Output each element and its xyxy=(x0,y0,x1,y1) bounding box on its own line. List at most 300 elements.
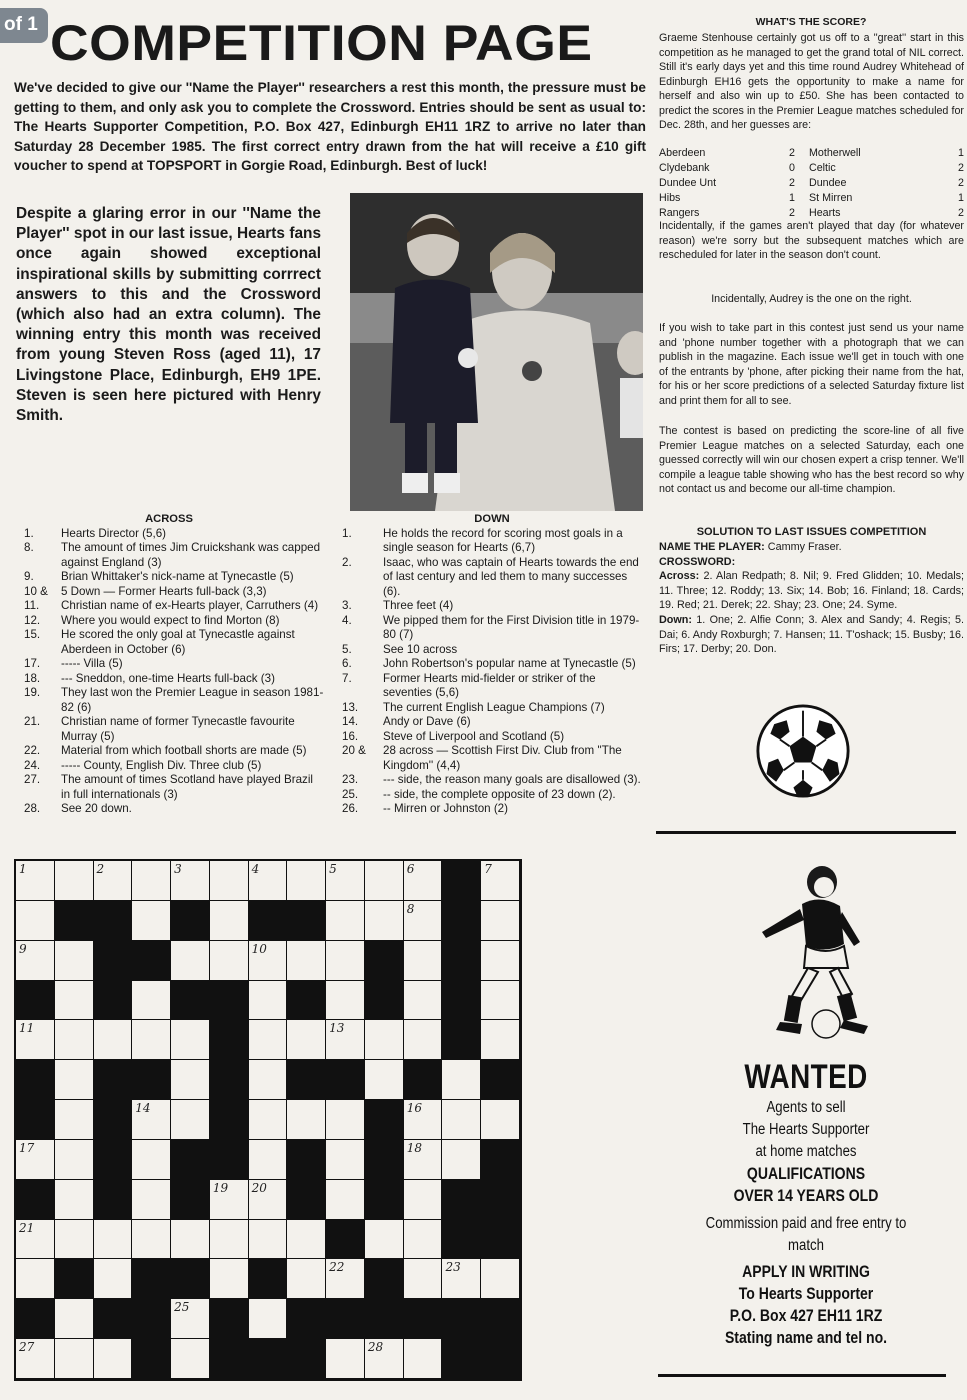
cell-number: 18 xyxy=(406,1140,422,1155)
crossword-block xyxy=(287,1180,326,1220)
guess-as: 1 xyxy=(958,147,964,159)
crossword-block xyxy=(94,1060,133,1100)
crossword-cell[interactable] xyxy=(94,1259,133,1299)
clue-number: 1. xyxy=(342,526,352,540)
crossword-block xyxy=(287,1060,326,1100)
clue-text: Christian name of former Tynecastle favourite Murray (5) xyxy=(61,715,295,743)
across-clue xyxy=(14,570,324,585)
crossword-cell[interactable] xyxy=(287,1100,326,1140)
crossword-block xyxy=(210,1100,249,1140)
crossword-cell[interactable] xyxy=(326,981,365,1021)
crossword-cell[interactable] xyxy=(210,1259,249,1299)
crossword-cell[interactable] xyxy=(94,861,133,901)
crossword-block xyxy=(442,981,481,1021)
guess-row xyxy=(659,176,964,191)
cell-number: 7 xyxy=(484,862,492,876)
crossword-block xyxy=(171,1140,210,1180)
crossword-cell[interactable] xyxy=(132,1140,171,1180)
crossword-block xyxy=(210,981,249,1021)
crossword-block xyxy=(365,1259,404,1299)
crossword-cell[interactable] xyxy=(287,1020,326,1060)
crossword-cell[interactable] xyxy=(326,1339,365,1379)
guess-home: Dundee Unt xyxy=(659,177,717,189)
crossword-cell[interactable] xyxy=(16,901,55,941)
clue-text: He holds the record for scoring most goals in a single season for Hearts (6,7) xyxy=(383,526,623,554)
crossword-block xyxy=(287,1299,326,1339)
crossword-cell[interactable] xyxy=(55,941,94,981)
crossword-cell[interactable] xyxy=(16,1339,55,1379)
down-clue xyxy=(338,643,646,658)
clue-number: 28. xyxy=(24,802,41,815)
down-clue xyxy=(338,788,646,803)
crossword-block xyxy=(404,1060,443,1100)
wanted-apply: Stating name and tel no. xyxy=(724,1329,888,1347)
guess-row xyxy=(659,146,964,161)
cell-number: 8 xyxy=(406,901,415,916)
guesses-table xyxy=(659,146,964,221)
crossword-cell[interactable] xyxy=(249,1020,288,1060)
guess-as: 2 xyxy=(958,207,964,219)
crossword-cell[interactable] xyxy=(442,1140,481,1180)
crossword-cell[interactable] xyxy=(287,1220,326,1260)
crossword-cell[interactable] xyxy=(210,1180,249,1220)
crossword-block xyxy=(55,901,94,941)
crossword-cell[interactable] xyxy=(404,981,443,1021)
clue-text: ----- Villa (5) xyxy=(61,657,123,670)
crossword-block xyxy=(442,1180,481,1220)
divider xyxy=(658,1374,946,1377)
wanted-qualifications: OVER 14 YEARS OLD xyxy=(733,1187,879,1205)
cw-label: CROSSWORD: xyxy=(659,555,736,568)
crossword-block xyxy=(365,1140,404,1180)
crossword-block xyxy=(481,1180,520,1220)
solution-heading: SOLUTION TO LAST ISSUES COMPETITION xyxy=(696,526,927,538)
ntp-value: Cammy Fraser. xyxy=(767,541,842,553)
crossword-cell[interactable] xyxy=(326,1180,365,1220)
across-clue xyxy=(14,744,324,759)
crossword-cell[interactable] xyxy=(481,941,520,981)
crossword-cell[interactable] xyxy=(55,1299,94,1339)
crossword-cell[interactable] xyxy=(55,1339,94,1379)
crossword-cell[interactable] xyxy=(249,1060,288,1100)
cell-number: 16 xyxy=(406,1101,422,1116)
score-note: Incidentally, if the games aren't played that day (for whatever reason) we're sorry but the subsequent matches which are rescheduled for later in the season don't count. xyxy=(659,220,964,261)
clue-number: 27. xyxy=(24,773,41,786)
guess-away: Hearts xyxy=(809,207,841,219)
crossword-cell[interactable] xyxy=(249,981,288,1021)
cell-number: 20 xyxy=(251,1180,267,1195)
crossword-block xyxy=(94,1180,133,1220)
cell-number: 19 xyxy=(212,1180,229,1195)
crossword-cell[interactable] xyxy=(55,1220,94,1260)
cell-number: 23 xyxy=(445,1260,461,1275)
winner-photo xyxy=(350,193,643,511)
across-heading: ACROSS xyxy=(145,513,193,525)
crossword-cell[interactable] xyxy=(404,1020,443,1060)
clue-number: 5. xyxy=(342,642,352,656)
clue-text: Steve of Liverpool and Scotland (5) xyxy=(383,729,565,743)
crossword-cell[interactable] xyxy=(55,861,94,901)
crossword-block xyxy=(326,1220,365,1260)
clue-number: 10 & xyxy=(24,584,48,598)
crossword-cell[interactable] xyxy=(365,1220,404,1260)
across-clue xyxy=(14,686,324,715)
crossword-block xyxy=(16,1060,55,1100)
crossword-cell[interactable] xyxy=(249,1100,288,1140)
crossword-block xyxy=(287,901,326,941)
guess-away: Dundee xyxy=(809,177,847,189)
across-clue xyxy=(14,715,324,744)
crossword-block xyxy=(94,981,133,1021)
crossword-cell[interactable] xyxy=(210,861,249,901)
down-clue xyxy=(338,744,646,773)
wanted-commission: Commission paid and free entry to xyxy=(705,1215,907,1232)
crossword-cell[interactable] xyxy=(249,941,288,981)
guess-hs: 2 xyxy=(789,207,795,219)
clue-text: Material from which football shorts are made (5) xyxy=(61,744,307,757)
crossword-cell[interactable] xyxy=(404,1140,443,1180)
crossword-block xyxy=(16,1180,55,1220)
clue-text: The amount of times Scotland have played Brazil in full internationals (3) xyxy=(61,773,313,801)
clue-number: 11. xyxy=(24,599,40,612)
guess-away: St Mirren xyxy=(809,192,853,204)
crossword-cell[interactable] xyxy=(132,861,171,901)
crossword-cell[interactable] xyxy=(326,861,365,901)
crossword-block xyxy=(249,1339,288,1379)
guess-hs: 2 xyxy=(789,177,795,189)
crossword-cell[interactable] xyxy=(94,1020,133,1060)
crossword-cell[interactable] xyxy=(287,1259,326,1299)
crossword-block xyxy=(326,1060,365,1100)
crossword-block xyxy=(442,1020,481,1060)
footballer-illustration xyxy=(740,864,880,1042)
crossword-cell[interactable] xyxy=(481,1259,520,1299)
crossword-block xyxy=(132,1299,171,1339)
crossword-block xyxy=(171,981,210,1021)
wanted-heading: WANTED xyxy=(744,1058,868,1096)
down-clue xyxy=(338,730,646,745)
clue-number: 19. xyxy=(24,686,41,699)
crossword-cell[interactable] xyxy=(481,901,520,941)
crossword-cell[interactable] xyxy=(16,941,55,981)
crossword-cell[interactable] xyxy=(16,1140,55,1180)
guess-as: 2 xyxy=(958,177,964,189)
crossword-cell[interactable] xyxy=(132,981,171,1021)
crossword-block xyxy=(287,1339,326,1379)
crossword-cell[interactable] xyxy=(171,1299,210,1339)
crossword-cell[interactable] xyxy=(210,1220,249,1260)
clue-text: 5 Down — Former Hearts full-back (3,3) xyxy=(61,584,267,598)
crossword-cell[interactable] xyxy=(326,1100,365,1140)
down-clue xyxy=(338,701,646,716)
guess-hs: 2 xyxy=(789,147,795,159)
crossword-cell[interactable] xyxy=(55,1020,94,1060)
crossword-cell[interactable] xyxy=(171,1220,210,1260)
crossword-cell[interactable] xyxy=(404,861,443,901)
crossword-cell[interactable] xyxy=(365,1339,404,1379)
crossword-cell[interactable] xyxy=(404,941,443,981)
crossword-cell[interactable] xyxy=(404,1220,443,1260)
crossword-cell[interactable] xyxy=(210,901,249,941)
crossword-cell[interactable] xyxy=(249,861,288,901)
crossword-cell[interactable] xyxy=(132,901,171,941)
down-clues xyxy=(338,512,646,817)
down-clue xyxy=(338,802,646,817)
cell-number: 14 xyxy=(135,1101,151,1116)
clue-text: -- Mirren or Johnston (2) xyxy=(383,802,508,815)
crossword-cell[interactable] xyxy=(442,1060,481,1100)
across-clue xyxy=(14,628,324,657)
crossword-cell[interactable] xyxy=(132,1020,171,1060)
crossword-cell[interactable] xyxy=(55,1140,94,1180)
crossword-cell[interactable] xyxy=(326,1259,365,1299)
across-clue xyxy=(14,527,324,542)
crossword-block xyxy=(442,861,481,901)
crossword-block xyxy=(481,1060,520,1100)
crossword-cell[interactable] xyxy=(171,941,210,981)
clue-number: 21. xyxy=(24,715,41,728)
crossword-block xyxy=(16,981,55,1021)
crossword-cell[interactable] xyxy=(132,1220,171,1260)
crossword-cell[interactable] xyxy=(326,901,365,941)
crossword-cell[interactable] xyxy=(249,1299,288,1339)
crossword-block xyxy=(210,1060,249,1100)
crossword-block xyxy=(442,901,481,941)
crossword-cell[interactable] xyxy=(171,1020,210,1060)
guess-row xyxy=(659,191,964,206)
crossword-block xyxy=(249,901,288,941)
across-clue xyxy=(14,759,324,774)
clue-number: 3. xyxy=(342,599,352,612)
crossword-cell[interactable] xyxy=(404,1259,443,1299)
crossword-block xyxy=(132,1259,171,1299)
crossword-cell[interactable] xyxy=(132,1100,171,1140)
crossword-cell[interactable] xyxy=(326,941,365,981)
crossword-cell[interactable] xyxy=(442,1100,481,1140)
crossword-cell[interactable] xyxy=(132,1180,171,1220)
across-clue xyxy=(14,541,324,570)
clue-text: Christian name of ex-Hearts player, Carruthers (4) xyxy=(61,599,319,612)
clue-number: 17. xyxy=(24,657,41,670)
crossword-cell[interactable] xyxy=(55,981,94,1021)
across-clue xyxy=(14,657,324,672)
sol-down-label: Down: xyxy=(659,613,692,626)
crossword-block xyxy=(210,1339,249,1379)
crossword-block xyxy=(481,1339,520,1379)
clue-text: Former Hearts mid-fielder or striker of the seventies (5,6) xyxy=(383,671,596,699)
down-clue xyxy=(338,715,646,730)
cell-number: 3 xyxy=(174,862,182,876)
wanted-line: Agents to sell xyxy=(766,1099,846,1116)
crossword-cell[interactable] xyxy=(55,1060,94,1100)
ntp-label: NAME THE PLAYER: xyxy=(659,541,765,553)
clue-number: 7. xyxy=(342,671,352,685)
crossword-cell[interactable] xyxy=(287,941,326,981)
clue-number: 13. xyxy=(342,700,359,714)
clue-number: 12. xyxy=(24,613,41,627)
crossword-cell[interactable] xyxy=(365,1060,404,1100)
crossword-block xyxy=(210,1140,249,1180)
crossword-block xyxy=(249,1259,288,1299)
crossword-cell[interactable] xyxy=(249,1220,288,1260)
crossword-block xyxy=(287,1140,326,1180)
cell-number: 6 xyxy=(406,862,415,876)
clue-number: 15. xyxy=(24,628,41,641)
crossword-block xyxy=(365,941,404,981)
crossword-block xyxy=(442,1220,481,1260)
crossword-cell[interactable] xyxy=(55,1180,94,1220)
crossword-cell[interactable] xyxy=(365,1020,404,1060)
guess-away: Motherwell xyxy=(809,147,861,159)
clue-text: Isaac, who was captain of Hearts towards the end of last century and led them to many successes (6). xyxy=(383,555,639,598)
crossword-cell[interactable] xyxy=(326,1020,365,1060)
crossword-block xyxy=(210,1020,249,1060)
crossword-cell[interactable] xyxy=(171,1100,210,1140)
clue-number: 25. xyxy=(342,787,359,801)
crossword-cell[interactable] xyxy=(481,861,520,901)
crossword-block xyxy=(481,1299,520,1339)
score-paragraph: Graeme Stenhouse certainly got us off to a ''great'' start in this competition as he managed to get the grand total of NIL correct. Still it's early days yet and this time round Audrey Whitehead of Edinburgh EH16 gets the opportunity to make a name for herself and also win up to £50. She has been contacted to predict the scores in the Premier League matches scheduled for Dec. 28th, and her guesses are: xyxy=(659,32,964,131)
cell-number: 21 xyxy=(19,1220,35,1235)
crossword-block xyxy=(132,1060,171,1100)
crossword-cell[interactable] xyxy=(365,861,404,901)
page-indicator[interactable]: of 1 xyxy=(0,8,48,43)
clue-text: Brian Whittaker's nick-name at Tynecastle (5) xyxy=(61,570,294,583)
crossword-block xyxy=(171,1259,210,1299)
crossword-cell[interactable] xyxy=(249,1180,288,1220)
page-title: COMPETITION PAGE xyxy=(50,15,593,71)
guess-away: Celtic xyxy=(809,162,836,174)
clue-text: The amount of times Jim Cruickshank was capped against England (3) xyxy=(61,541,321,569)
down-clue xyxy=(338,556,646,600)
score-how-to-enter: If you wish to take part in this contest just send us your name and 'phone number together with a photograph that we can publish in the magazine. Each issue we'll get in touch with one of the entrants by 'phone, after picking their name from the hat, for his or her score predictions of a selected Saturday fixture list and print them for all to see. xyxy=(659,322,964,407)
cell-number: 10 xyxy=(251,941,267,956)
crossword-block xyxy=(404,1299,443,1339)
crossword-cell[interactable] xyxy=(16,1020,55,1060)
crossword-cell[interactable] xyxy=(171,1060,210,1100)
across-clue xyxy=(14,672,324,687)
down-clue xyxy=(338,614,646,643)
cell-number: 5 xyxy=(329,862,337,876)
clue-number: 4. xyxy=(342,613,352,627)
crossword-cell[interactable] xyxy=(16,1259,55,1299)
clue-text: --- side, the reason many goals are disallowed (3). xyxy=(383,773,641,786)
sol-down: 1. One; 2. Alfie Conn; 3. Alex and Sandy; 4. Regis; 5. Dai; 6. Andy Roxburgh; 7. Hansen; 11. T'oshack; 15. Busby; 16. Firs; 17. Derby; 20. Don. xyxy=(659,613,964,656)
crossword-block xyxy=(481,1220,520,1260)
crossword-cell[interactable] xyxy=(210,941,249,981)
crossword-cell[interactable] xyxy=(94,1220,133,1260)
wanted-apply: APPLY IN WRITING xyxy=(742,1263,870,1281)
across-clue xyxy=(14,599,324,614)
crossword-block xyxy=(94,941,133,981)
crossword-block xyxy=(287,981,326,1021)
wanted-qualifications: QUALIFICATIONS xyxy=(746,1165,866,1183)
crossword-cell[interactable] xyxy=(365,901,404,941)
down-clue xyxy=(338,672,646,701)
crossword-cell[interactable] xyxy=(55,1100,94,1140)
clue-number: 2. xyxy=(342,555,352,569)
crossword-cell[interactable] xyxy=(94,1339,133,1379)
clue-number: 6. xyxy=(342,657,352,670)
divider xyxy=(656,831,956,834)
cell-number: 25 xyxy=(174,1300,190,1315)
sol-across-label: Across: xyxy=(659,570,700,583)
crossword-cell[interactable] xyxy=(404,1339,443,1379)
crossword-block xyxy=(94,1100,133,1140)
cell-number: 9 xyxy=(19,941,27,956)
clue-text: See 20 down. xyxy=(61,802,132,815)
crossword-cell[interactable] xyxy=(326,1140,365,1180)
cell-number: 17 xyxy=(19,1140,35,1155)
across-clue xyxy=(14,614,324,629)
crossword-cell[interactable] xyxy=(481,1100,520,1140)
clue-number: 22. xyxy=(24,744,41,757)
down-heading: DOWN xyxy=(474,513,510,525)
clue-text: Where you would expect to find Morton (8) xyxy=(61,613,280,627)
crossword-block xyxy=(94,1299,133,1339)
crossword-block xyxy=(171,1180,210,1220)
crossword-cell[interactable] xyxy=(171,1339,210,1379)
crossword-block xyxy=(365,1100,404,1140)
crossword-cell[interactable] xyxy=(404,1100,443,1140)
crossword-cell[interactable] xyxy=(171,861,210,901)
clue-number: 26. xyxy=(342,802,359,815)
crossword-block xyxy=(55,1259,94,1299)
crossword-cell[interactable] xyxy=(442,1259,481,1299)
crossword-cell[interactable] xyxy=(16,861,55,901)
crossword-cell[interactable] xyxy=(481,981,520,1021)
down-clue xyxy=(338,527,646,556)
clue-number: 16. xyxy=(342,729,359,743)
crossword-block xyxy=(94,901,133,941)
crossword-cell[interactable] xyxy=(249,1140,288,1180)
crossword-cell[interactable] xyxy=(404,901,443,941)
crossword-cell[interactable] xyxy=(287,861,326,901)
crossword-block xyxy=(210,1299,249,1339)
cell-number: 11 xyxy=(19,1021,35,1036)
guess-hs: 1 xyxy=(789,192,795,204)
crossword-block xyxy=(16,1100,55,1140)
crossword-cell[interactable] xyxy=(404,1180,443,1220)
clue-text: Three feet (4) xyxy=(383,599,454,612)
clue-text: We pipped them for the First Division title in 1979-80 (7) xyxy=(383,613,640,641)
clue-number: 24. xyxy=(24,758,41,772)
crossword-block xyxy=(442,1339,481,1379)
football-icon xyxy=(755,703,851,799)
crossword-block xyxy=(365,981,404,1021)
wanted-commission: match xyxy=(788,1237,824,1254)
clue-text: John Robertson's popular name at Tynecastle (5) xyxy=(383,657,636,670)
crossword-cell[interactable] xyxy=(16,1220,55,1260)
cell-number: 13 xyxy=(329,1021,345,1036)
clue-text: They last won the Premier League in season 1981-82 (6) xyxy=(61,686,324,714)
down-clue xyxy=(338,657,646,672)
guess-home: Aberdeen xyxy=(659,147,706,159)
cell-number: 27 xyxy=(19,1340,35,1355)
clue-text: --- Sneddon, one-time Hearts full-back (3) xyxy=(61,671,275,685)
clue-text: He scored the only goal at Tynecastle against Aberdeen in October (6) xyxy=(61,628,295,656)
clue-text: Hearts Director (5,6) xyxy=(61,526,167,540)
clue-number: 18. xyxy=(24,671,41,685)
guess-row xyxy=(659,161,964,176)
crossword-block xyxy=(365,1299,404,1339)
guess-hs: 0 xyxy=(789,162,795,174)
clue-number: 20 & xyxy=(342,744,366,757)
winner-paragraph: Despite a glaring error in our ''Name the Player'' spot in our last issue, Hearts fans once again showed exceptional inspirational skills by submitting corrrect answers to this and the Crossword (which also had an extra column). The winning entry this month was received from young Steven Ross (aged 11), 17 Livingstone Place, Edinburgh, EH9 1PE. Steven is seen here pictured with Henry Smith. xyxy=(16,205,321,425)
guess-as: 1 xyxy=(958,192,964,204)
crossword-cell[interactable] xyxy=(481,1020,520,1060)
across-clues xyxy=(14,512,324,817)
